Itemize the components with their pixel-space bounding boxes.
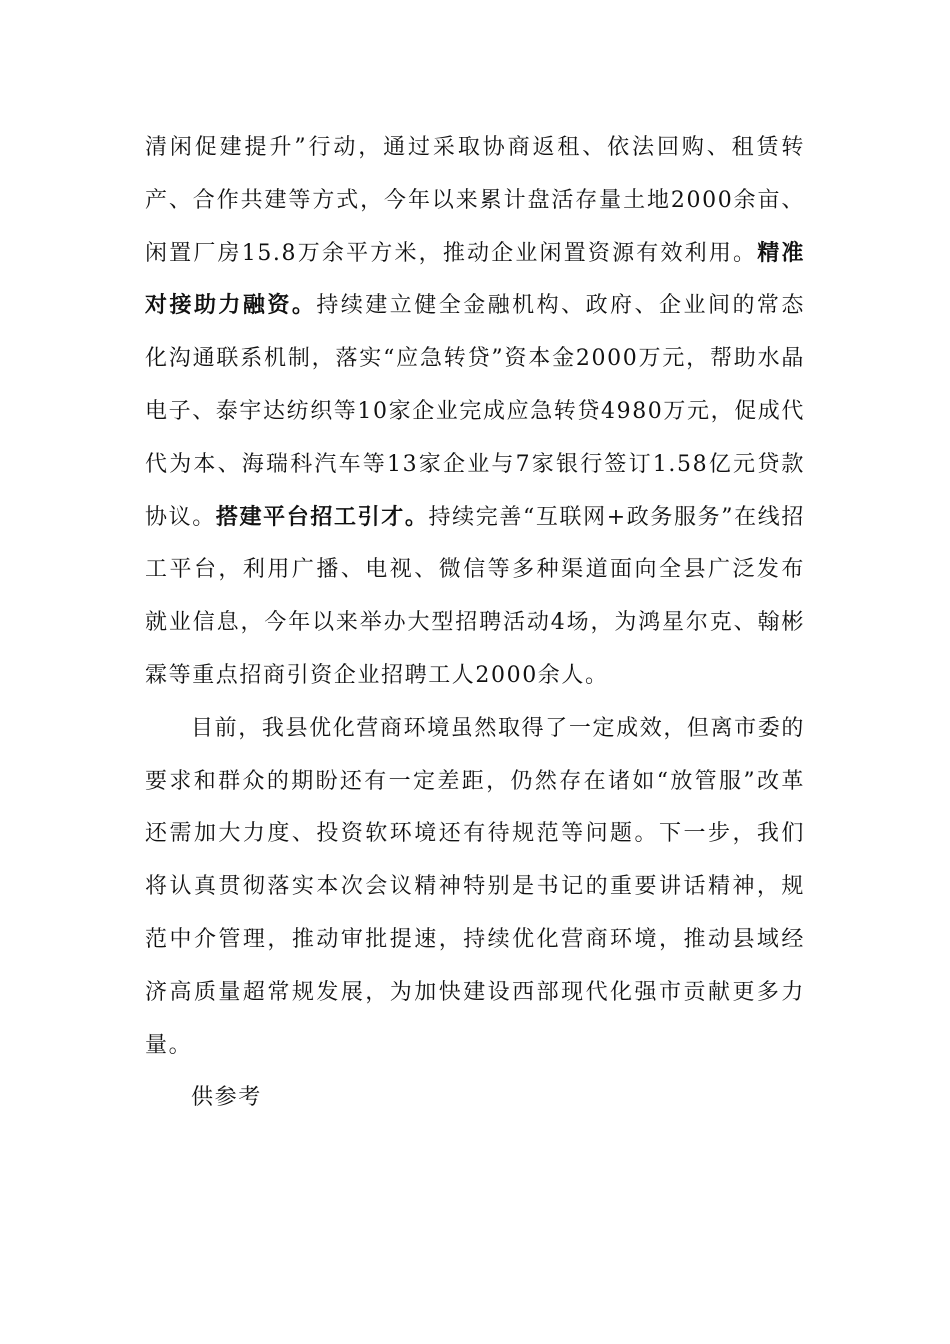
paragraph-measures [145,122,805,703]
document-body [145,122,805,1125]
closing-note: 供参考 [191,1085,262,1111]
paragraph-text-idle-resources: 清闲促建提升”行动，通过采取协商返租、依法回购、租赁转产、合作共建等方式，今年以来累计盘活存量土地2000余亩、闲置厂房15.8万余平方米，推动企业闲置资源有效利用。 [145,135,805,266]
heading-recruitment: 搭建平台招工引才。 [215,504,429,530]
paragraph-conclusion: 目前，我县优化营商环境虽然取得了一定成效，但离市委的要求和群众的期盼还有一定差距，仍然存在诸如“放管服”改革还需加大力度、投资软环境还有待规范等问题。下一步，我们将认真贯彻落实本次会议精神特别是书记的重要讲话精神，规范中介管理，推动审批提速，持续优化营商环境，推动县域经济高质量超常规发展，为加快建设西部现代化强市贡献更多力量。 [145,715,805,1058]
heading-financing: 精准对接助力融资。 [145,240,806,319]
paragraph-text-recruitment: 持续完善“互联网+政务服务”在线招工平台，利用广播、电视、微信等多种渠道面向全县广泛发布就业信息，今年以来举办大型招聘活动4场，为鸿星尔克、翰彬霖等重点招商引资企业招聘工人2000余人。 [145,504,805,688]
paragraph-text-financing: 持续建立健全金融机构、政府、企业间的常态化沟通联系机制，落实“应急转贷”资本金2000万元，帮助水晶电子、泰宇达纺织等10家企业完成应急转贷4980万元，促成代代为本、海瑞科汽车等13家企业与7家银行签订1.58亿元贷款协议。 [145,293,805,530]
